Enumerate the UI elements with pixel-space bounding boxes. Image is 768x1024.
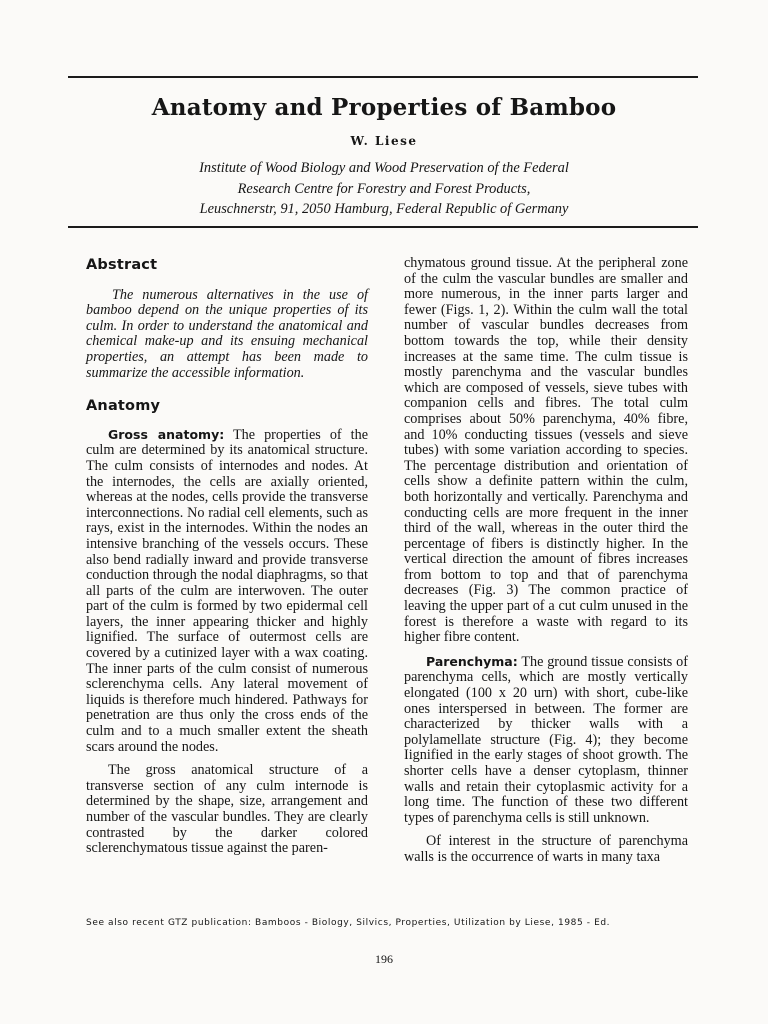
footnote: See also recent GTZ publication: Bamboos - Biology, Silvics, Properties, Utilization by Liese, 1985 - Ed. [86,918,611,928]
abstract-heading: Abstract [86,257,158,273]
warts-paragraph: Of interest in the structure of parenchyma walls is the occurrence of warts in many taxa [404,833,688,865]
header-rule [68,226,698,228]
affiliation-line-2: Research Centre for Forestry and Forest Products, [237,180,531,197]
affiliation [0,158,768,220]
author-name: W. Liese [350,134,418,148]
parenchyma-label: Parenchyma: [426,653,518,669]
gross-anatomy-text: The properties of the culm are determined by its anatomical structure. The culm consists of internodes and nodes. At the internodes, the cells are axially oriented, whereas at the nodes, cells provide the transverse interconnections. No radial cell elements, such as rays, exist in the internodes. Within the nodes an intensive branching of the vessels occurs. These also bend radially inward and provide transverse conduction through the nodal diaphragms, so that all parts of the culm are interwoven. The outer part of the culm is formed by two epidermal cell layers, the inner appearing thicker and highly lignified. The surface of outermost cells are covered by a cutinized layer with a wax coating. The inner parts of the culm consist of numerous sclerenchyma cells. Any lateral movement of liquids is therefore much hindered. Pathways for penetration are thus only the cross ends of the culm and to a much smaller extent the sheath scars around the nodes. [86,426,369,755]
paper-title: Anatomy and Properties of Bamboo [151,94,617,121]
left-column [86,256,368,857]
parenchyma-text: The ground tissue consists of parenchyma cells, which are mostly vertically elongated (100 x 20 urn) with short, cube-like ones interspersed in between. The former are characterized by thicker walls with a polylamellate structure (Fig. 4); they become Iignified in the early stages of shoot growth. The shorter cells have a denser cytoplasm, thinner walls and retain their cytoplasmic activity for a long time. The function of these two different types of parenchyma cells is still unknown. [404,653,688,826]
affiliation-line-1: Institute of Wood Biology and Wood Preservation of the Federal [199,160,569,176]
gross-anatomy-paragraph [86,427,368,755]
top-rule [68,76,698,78]
gross-anatomy-label: Gross anatomy: [108,426,225,442]
page-number: 196 [375,952,393,966]
right-column [404,256,688,866]
abstract-text: The numerous alternatives in the use of bamboo depend on the unique properties of its culm. In order to understand the anatomical and chemical make-up and its ensuing mechanical properties, an attempt has been made to summarize the accessible information. [86,286,368,381]
affiliation-line-3: Leuschnerstr, 91, 2050 Hamburg, Federal Republic of Germany [199,201,569,217]
parenchyma-paragraph [404,654,688,827]
continued-paragraph: chymatous ground tissue. At the peripheral zone of the culm the vascular bundles are smaller and more numerous, in the inner parts larger and fewer (Figs. 1, 2). Within the culm wall the total number of vascular bundles decreases from bottom towards the top, while their density increases at the same time. The culm tissue is mostly parenchyma and the vascular bundles which are composed of vessels, sieve tubes with companion cells and fibres. The total culm comprises about 50% parenchyma, 40% fibre, and 10% conducting tissues (vessels and sieve tubes) with some variation according to species. The percentage distribution and orientation of cells show a definite pattern within the culm, both horizontally and vertically. Parenchyma and conducting cells are more frequent in the inner third of the wall, whereas in the outer third the percentage of fibers is distinctly higher. In the vertical direction the amount of fibres increases from bottom to top and that of parenchyma decreases (Fig. 3) The common practice of leaving the upper part of a cut culm unused in the forest is therefore a waste with regard to its higher fibre content. [404,255,688,646]
anatomy-heading: Anatomy [86,398,161,415]
transverse-section-paragraph: The gross anatomical structure of a transverse section of any culm internode is determined by the shape, size, arrangement and number of the vascular bundles. They are clearly contrasted by the darker colored sclerenchymatous tissue against the paren- [86,762,368,857]
